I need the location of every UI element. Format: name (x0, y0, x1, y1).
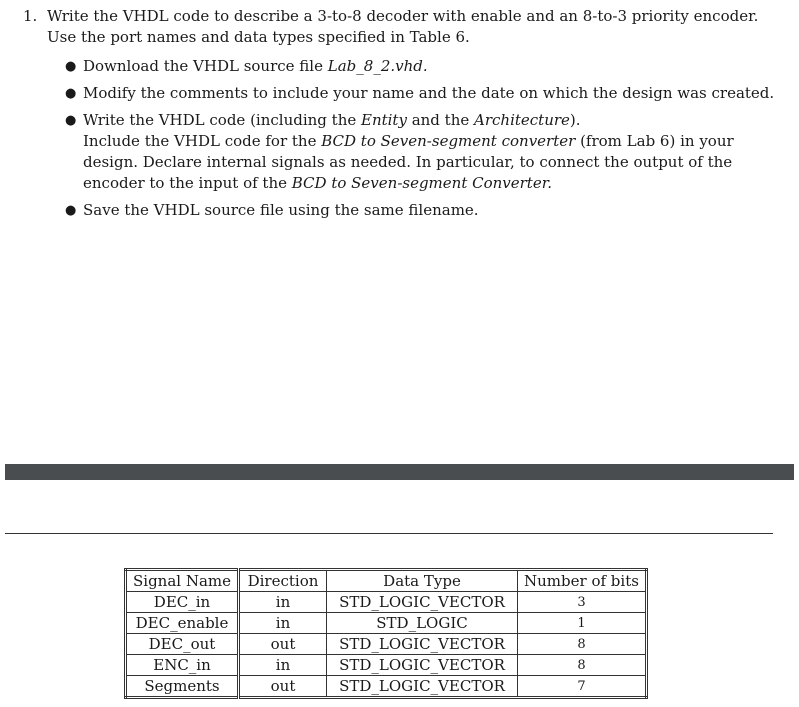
bullet-write-arch: Architecture (474, 111, 570, 129)
cell-signal-name: ENC_in (126, 655, 239, 676)
bullet-write (65, 110, 775, 194)
bullet-save (65, 200, 775, 221)
cell-direction: out (239, 676, 327, 698)
cell-signal-name: DEC_enable (126, 613, 239, 634)
cell-data-type: STD_LOGIC_VECTOR (327, 655, 518, 676)
bullet-dot-icon: ● (65, 59, 77, 74)
horizontal-rule (5, 533, 773, 534)
header-data-type: Data Type (327, 570, 518, 592)
bullet-modify-text: Modify the comments to include your name and the date on which the design was created. (83, 84, 775, 102)
cell-direction: in (239, 592, 327, 613)
cell-signal-name: DEC_in (126, 592, 239, 613)
signal-table-container (124, 568, 648, 699)
cell-signal-name: Segments (126, 676, 239, 698)
bullet-download-text: Download the VHDL source file (83, 57, 328, 75)
bullet-write-and: and the (406, 111, 475, 129)
cell-number-of-bits: 3 (518, 592, 647, 613)
bullet-write-bcd2: BCD to Seven-segment Converter. (291, 174, 553, 192)
item-intro: Write the VHDL code to describe a 3-to-8 decoder with enable and an 8-to-3 priority encoder. Use the port names and data types specified in Table 6. (47, 7, 759, 46)
cell-data-type: STD_LOGIC_VECTOR (327, 634, 518, 655)
header-number-of-bits: Number of bits (518, 570, 647, 592)
bullet-write-c: Include the VHDL code for the (83, 132, 322, 150)
table-row (126, 655, 647, 676)
table-row (126, 613, 647, 634)
cell-direction: in (239, 655, 327, 676)
bullet-write-b: ). (569, 111, 581, 129)
bullet-dot-icon: ● (65, 113, 77, 128)
question-item (23, 6, 775, 227)
bullet-download-file: Lab_8_2.vhd. (327, 57, 428, 75)
cell-number-of-bits: 8 (518, 634, 647, 655)
header-signal-name: Signal Name (126, 570, 239, 592)
item-number: 1. (23, 7, 38, 25)
cell-number-of-bits: 1 (518, 613, 647, 634)
bullet-write-entity: Entity (361, 111, 407, 129)
cell-data-type: STD_LOGIC_VECTOR (327, 676, 518, 698)
table-row (126, 676, 647, 698)
bullet-write-bcd1: BCD to Seven-segment converter (321, 132, 576, 150)
signal-table (124, 568, 648, 699)
header-direction: Direction (239, 570, 327, 592)
cell-data-type: STD_LOGIC (327, 613, 518, 634)
cell-direction: in (239, 613, 327, 634)
bullet-modify (65, 83, 775, 104)
bullet-write-d: (from Lab 6) in your design. Declare internal signals as needed. In particular, to connect the output of the encoder to the input of the (83, 132, 734, 192)
cell-data-type: STD_LOGIC_VECTOR (327, 592, 518, 613)
table-row (126, 634, 647, 655)
bullet-list (23, 56, 775, 221)
cell-number-of-bits: 7 (518, 676, 647, 698)
bullet-dot-icon: ● (65, 86, 77, 101)
table-row (126, 592, 647, 613)
page-separator-bar (5, 464, 794, 480)
table-header-row (126, 570, 647, 592)
cell-number-of-bits: 8 (518, 655, 647, 676)
bullet-save-text: Save the VHDL source file using the same filename. (83, 201, 479, 219)
cell-signal-name: DEC_out (126, 634, 239, 655)
bullet-download (65, 56, 775, 77)
bullet-dot-icon: ● (65, 203, 77, 218)
bullet-write-a: Write the VHDL code (including the (83, 111, 361, 129)
cell-direction: out (239, 634, 327, 655)
